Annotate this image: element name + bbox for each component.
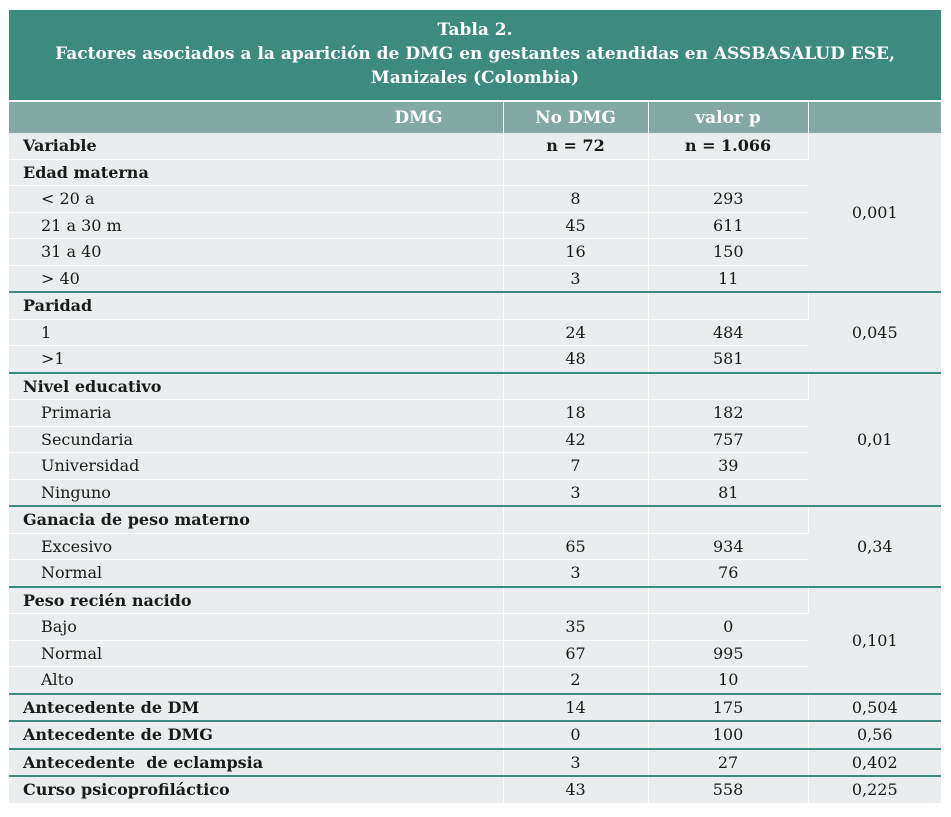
n-no-dmg: n = 1.066 (648, 133, 808, 159)
dmg-value: 0 (503, 721, 648, 749)
data-table (9, 102, 941, 804)
p-value: 0,402 (808, 749, 941, 777)
group-row (9, 159, 941, 186)
group-label: Edad materna (9, 159, 503, 186)
row-label: 1 (9, 319, 503, 346)
group-label: Ganacia de peso materno (9, 506, 503, 533)
table-row (9, 212, 941, 239)
table-row (9, 560, 941, 587)
p-value-peso: 0,101 (808, 587, 941, 694)
no-dmg-value: 100 (648, 721, 808, 749)
table-row (9, 400, 941, 427)
dmg-value: 8 (503, 186, 648, 213)
no-dmg-value: 27 (648, 749, 808, 777)
p-value-edad: 0,001 (808, 133, 941, 292)
table-title-description: Factores asociados a la aparición de DMG en gestantes atendidas en ASSBASALUD ESE, (55, 44, 895, 64)
row-label: Secundaria (9, 426, 503, 453)
group-row (9, 587, 941, 614)
table-row (9, 533, 941, 560)
p-value-paridad: 0,045 (808, 292, 941, 373)
no-dmg-value: 76 (648, 560, 808, 587)
dmg-value: 65 (503, 533, 648, 560)
row-label: Antecedente de DMG (9, 721, 503, 749)
row-label: 21 a 30 m (9, 212, 503, 239)
row-label: >1 (9, 346, 503, 373)
row-label: Normal (9, 560, 503, 587)
table-title-number: Tabla 2. (437, 20, 513, 40)
no-dmg-value: 581 (648, 346, 808, 373)
dmg-value: 2 (503, 667, 648, 694)
p-value-nivel: 0,01 (808, 373, 941, 507)
dmg-value: 48 (503, 346, 648, 373)
no-dmg-value: 150 (648, 239, 808, 266)
dmg-value: 24 (503, 319, 648, 346)
group-row (9, 373, 941, 400)
table-row (9, 453, 941, 480)
table-row (9, 614, 941, 641)
no-dmg-value: 81 (648, 479, 808, 506)
subheader-row (9, 133, 941, 159)
dmg-value: 3 (503, 479, 648, 506)
header-no-dmg: No DMG (503, 102, 648, 133)
dmg-value: 35 (503, 614, 648, 641)
dmg-value: 14 (503, 694, 648, 722)
row-label: Universidad (9, 453, 503, 480)
no-dmg-value: 182 (648, 400, 808, 427)
header-dmg: DMG (9, 102, 503, 133)
row-label: Bajo (9, 614, 503, 641)
table-row (9, 479, 941, 506)
no-dmg-value: 934 (648, 533, 808, 560)
row-label: Normal (9, 640, 503, 667)
dmg-value: 3 (503, 749, 648, 777)
row-label: Curso psicoprofiláctico (9, 776, 503, 803)
group-label: Peso recién nacido (9, 587, 503, 614)
table-row (9, 667, 941, 694)
table-row (9, 426, 941, 453)
table-row (9, 186, 941, 213)
group-label: Nivel educativo (9, 373, 503, 400)
table-row (9, 265, 941, 292)
row-label: Excesivo (9, 533, 503, 560)
table-row (9, 721, 941, 749)
group-label: Paridad (9, 292, 503, 319)
row-label: < 20 a (9, 186, 503, 213)
dmg-value: 16 (503, 239, 648, 266)
table-row (9, 776, 941, 803)
dmg-value: 3 (503, 560, 648, 587)
no-dmg-value: 293 (648, 186, 808, 213)
table-row (9, 346, 941, 373)
row-label: Ninguno (9, 479, 503, 506)
header-valor-p: valor p (648, 102, 808, 133)
row-label: Alto (9, 667, 503, 694)
table-row (9, 239, 941, 266)
dmg-value: 18 (503, 400, 648, 427)
dmg-value: 42 (503, 426, 648, 453)
row-label: 31 a 40 (9, 239, 503, 266)
table-row (9, 319, 941, 346)
no-dmg-value: 10 (648, 667, 808, 694)
row-label: Antecedente de eclampsia (9, 749, 503, 777)
table-row (9, 640, 941, 667)
header-row (9, 102, 941, 133)
table-title-location: Manizales (Colombia) (370, 68, 580, 88)
p-value-ganancia: 0,34 (808, 506, 941, 587)
row-label: Antecedente de DM (9, 694, 503, 722)
no-dmg-value: 484 (648, 319, 808, 346)
n-dmg: n = 72 (503, 133, 648, 159)
no-dmg-value: 175 (648, 694, 808, 722)
row-label: Primaria (9, 400, 503, 427)
dmg-value: 3 (503, 265, 648, 292)
p-value: 0,56 (808, 721, 941, 749)
table-title (9, 10, 941, 100)
dmg-value: 7 (503, 453, 648, 480)
no-dmg-value: 558 (648, 776, 808, 803)
dmg-value: 67 (503, 640, 648, 667)
group-row (9, 506, 941, 533)
table-row (9, 749, 941, 777)
p-value: 0,504 (808, 694, 941, 722)
header-empty (808, 102, 941, 133)
dmg-value: 43 (503, 776, 648, 803)
no-dmg-value: 611 (648, 212, 808, 239)
group-row (9, 292, 941, 319)
no-dmg-value: 11 (648, 265, 808, 292)
no-dmg-value: 995 (648, 640, 808, 667)
no-dmg-value: 757 (648, 426, 808, 453)
dmg-value: 45 (503, 212, 648, 239)
row-label: > 40 (9, 265, 503, 292)
table-row (9, 694, 941, 722)
no-dmg-value: 39 (648, 453, 808, 480)
variable-label: Variable (9, 133, 503, 159)
no-dmg-value: 0 (648, 614, 808, 641)
p-value: 0,225 (808, 776, 941, 803)
